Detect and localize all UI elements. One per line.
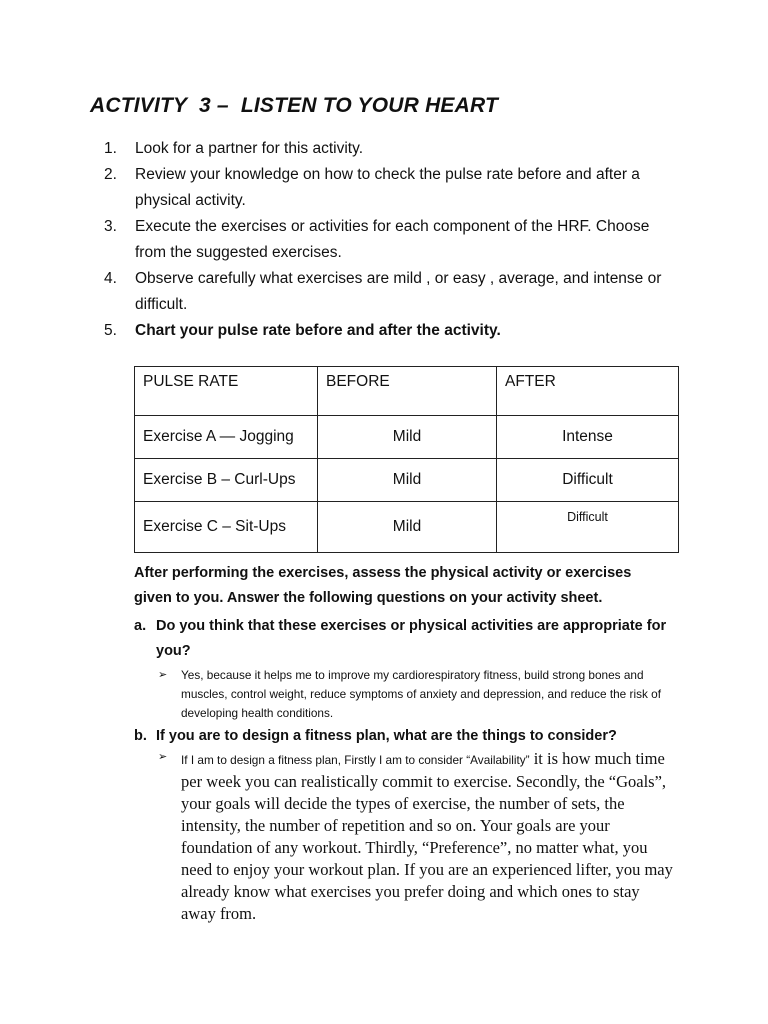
list-number: 4. (104, 270, 117, 287)
table-cell: Difficult (497, 459, 679, 502)
table-cell: Difficult (497, 502, 679, 553)
pulse-rate-table (134, 366, 679, 553)
list-text: Chart your pulse rate before and after the activity. (135, 322, 501, 339)
question-text: Do you think that these exercises or physical activities are appropriate for you? (156, 618, 667, 659)
question-label: a. (134, 618, 147, 634)
answer-lead-text: If I am to design a fitness plan, Firstly I am to consider “Availability” (181, 753, 530, 767)
instruction-list (104, 136, 684, 344)
list-number: 1. (104, 140, 117, 157)
list-item (104, 266, 684, 318)
table-cell: Mild (318, 416, 497, 459)
table-row (135, 416, 679, 459)
question-a (134, 614, 679, 664)
question-label: b. (134, 728, 147, 744)
answer-text (181, 748, 678, 925)
table-cell: Mild (318, 502, 497, 553)
table-header-cell: AFTER (497, 367, 679, 416)
table-row (135, 459, 679, 502)
list-item (104, 162, 684, 214)
arrow-bullet-icon: ➢ (158, 669, 168, 681)
answer-b (158, 748, 678, 925)
list-number: 3. (104, 218, 117, 235)
table-header-cell: BEFORE (318, 367, 497, 416)
answer-a (158, 666, 678, 723)
table-cell: Intense (497, 416, 679, 459)
list-item (104, 318, 684, 344)
table-cell: Exercise B – Curl-Ups (135, 459, 318, 502)
arrow-bullet-icon: ➢ (158, 751, 168, 763)
list-number: 5. (104, 322, 117, 339)
question-text: If you are to design a fitness plan, what are the things to consider? (156, 728, 617, 744)
table-cell: Exercise C – Sit-Ups (135, 502, 318, 553)
list-item (104, 214, 684, 266)
table-cell: Mild (318, 459, 497, 502)
question-b (134, 724, 679, 749)
list-text: Review your knowledge on how to check the pulse rate before and after a physical activity. (135, 166, 640, 209)
table-header-cell: PULSE RATE (135, 367, 318, 416)
list-item (104, 136, 684, 162)
page-title: ACTIVITY 3 – LISTEN TO YOUR HEART (90, 94, 499, 117)
table-cell: Exercise A — Jogging (135, 416, 318, 459)
answer-body-text: it is how much time per week you can realistically commit to exercise. Secondly, the “Goals”, your goals will decide the types of exercise, the number of sets, the intensity, the number of repetition and so on. Your goals are your foundation of any workout. Thirdly, “Preference”, no matter what, you need to enjoy your workout plan. If you are an experienced lifter, you may already know what exercises you prefer doing and which ones to stay away from. (181, 749, 673, 923)
table-header-row (135, 367, 679, 416)
list-text: Execute the exercises or activities for each component of the HRF. Choose from the suggested exercises. (135, 218, 650, 261)
list-number: 2. (104, 166, 117, 183)
answer-text: Yes, because it helps me to improve my cardiorespiratory fitness, build strong bones and muscles, control weight, reduce symptoms of anxiety and depression, and reduce the risk of developing health conditions. (181, 668, 661, 720)
list-text: Observe carefully what exercises are mild , or easy , average, and intense or difficult. (135, 270, 662, 313)
list-text: Look for a partner for this activity. (135, 140, 364, 157)
table-row (135, 502, 679, 553)
assessment-intro: After performing the exercises, assess the physical activity or exercises given to you. Answer the following questions on your activity sheet. (134, 565, 632, 606)
